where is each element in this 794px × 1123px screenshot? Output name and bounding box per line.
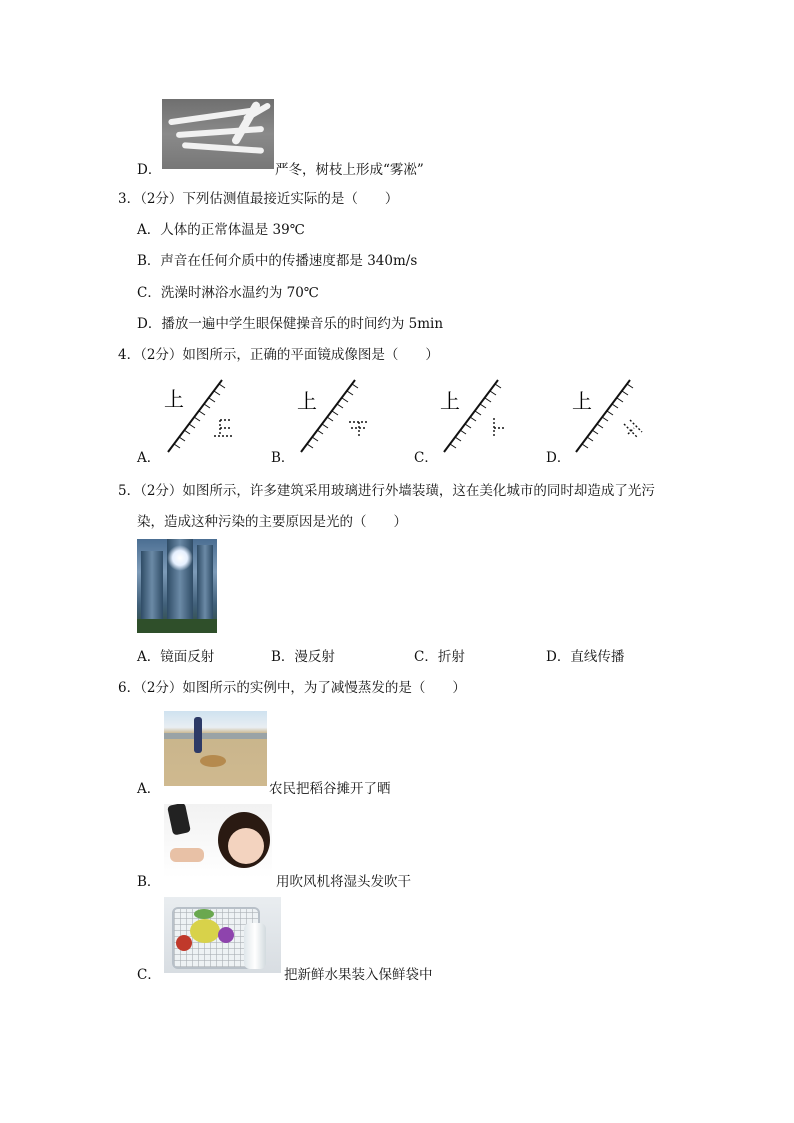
q5-option-b: B．漫反射 [271, 649, 335, 665]
q4-option-d-letter: D． [546, 450, 571, 466]
q6-option-b-text: 用吹风机将湿头发吹干 [276, 874, 411, 890]
q3-option-d: D．播放一遍中学生眼保健操音乐的时间约为 5min [137, 316, 444, 332]
q4-diagram-b [293, 376, 373, 456]
q4-stem: 4．（2分）如图所示，正确的平面镜成像图是（ ） [118, 347, 439, 363]
q3-stem: 3．（2分）下列估测值最接近实际的是（ ） [118, 191, 399, 207]
q5-option-d: D．直线传播 [546, 649, 625, 665]
object-char: 上 [164, 387, 184, 411]
q6-option-a-text: 农民把稻谷摊开了晒 [269, 781, 391, 797]
q2-option-d-letter: D． [137, 162, 162, 178]
frost-rime-image [162, 99, 274, 169]
q5-stem-line2: 染，造成这种污染的主要原因是光的（ ） [137, 514, 407, 530]
q5-option-a: A．镜面反射 [137, 649, 215, 665]
q6-option-b-letter: B． [137, 874, 161, 890]
q5-option-c: C．折射 [414, 649, 465, 665]
q2-option-d-text: 严冬，树枝上形成“雾凇” [275, 162, 424, 178]
q6-stem: 6．（2分）如图所示的实例中，为了减慢蒸发的是（ ） [118, 680, 466, 696]
q5-stem-line1: 5．（2分）如图所示，许多建筑采用玻璃进行外墙装璜，这在美化城市的同时却造成了光污 [118, 483, 655, 499]
q4-option-a-letter: A． [137, 450, 161, 466]
q3-option-b: B．声音在任何介质中的传播速度都是 340m/s [137, 253, 418, 269]
fruit-in-bag-image [164, 897, 281, 973]
drying-grain-image [164, 711, 267, 786]
hair-dryer-image [164, 804, 272, 878]
object-char: 上 [297, 389, 317, 413]
glass-building-image [137, 539, 217, 633]
object-char: 上 [572, 389, 592, 413]
virtual-image [214, 420, 234, 436]
q6-option-a-letter: A． [137, 781, 161, 797]
q4-option-b-letter: B． [271, 450, 295, 466]
q3-option-a: A．人体的正常体温是 39℃ [137, 222, 305, 238]
q6-option-c-text: 把新鲜水果装入保鲜袋中 [284, 967, 433, 983]
virtual-image [494, 418, 506, 438]
q4-option-c-letter: C． [414, 450, 438, 466]
q3-option-c: C．洗澡时淋浴水温约为 70℃ [137, 285, 319, 301]
q4-diagram-d [568, 376, 648, 456]
virtual-image [349, 422, 369, 438]
q4-diagram-a [160, 376, 240, 456]
q4-diagram-c [436, 376, 516, 456]
virtual-image [624, 420, 642, 438]
object-char: 上 [440, 389, 460, 413]
q6-option-c-letter: C． [137, 967, 161, 983]
